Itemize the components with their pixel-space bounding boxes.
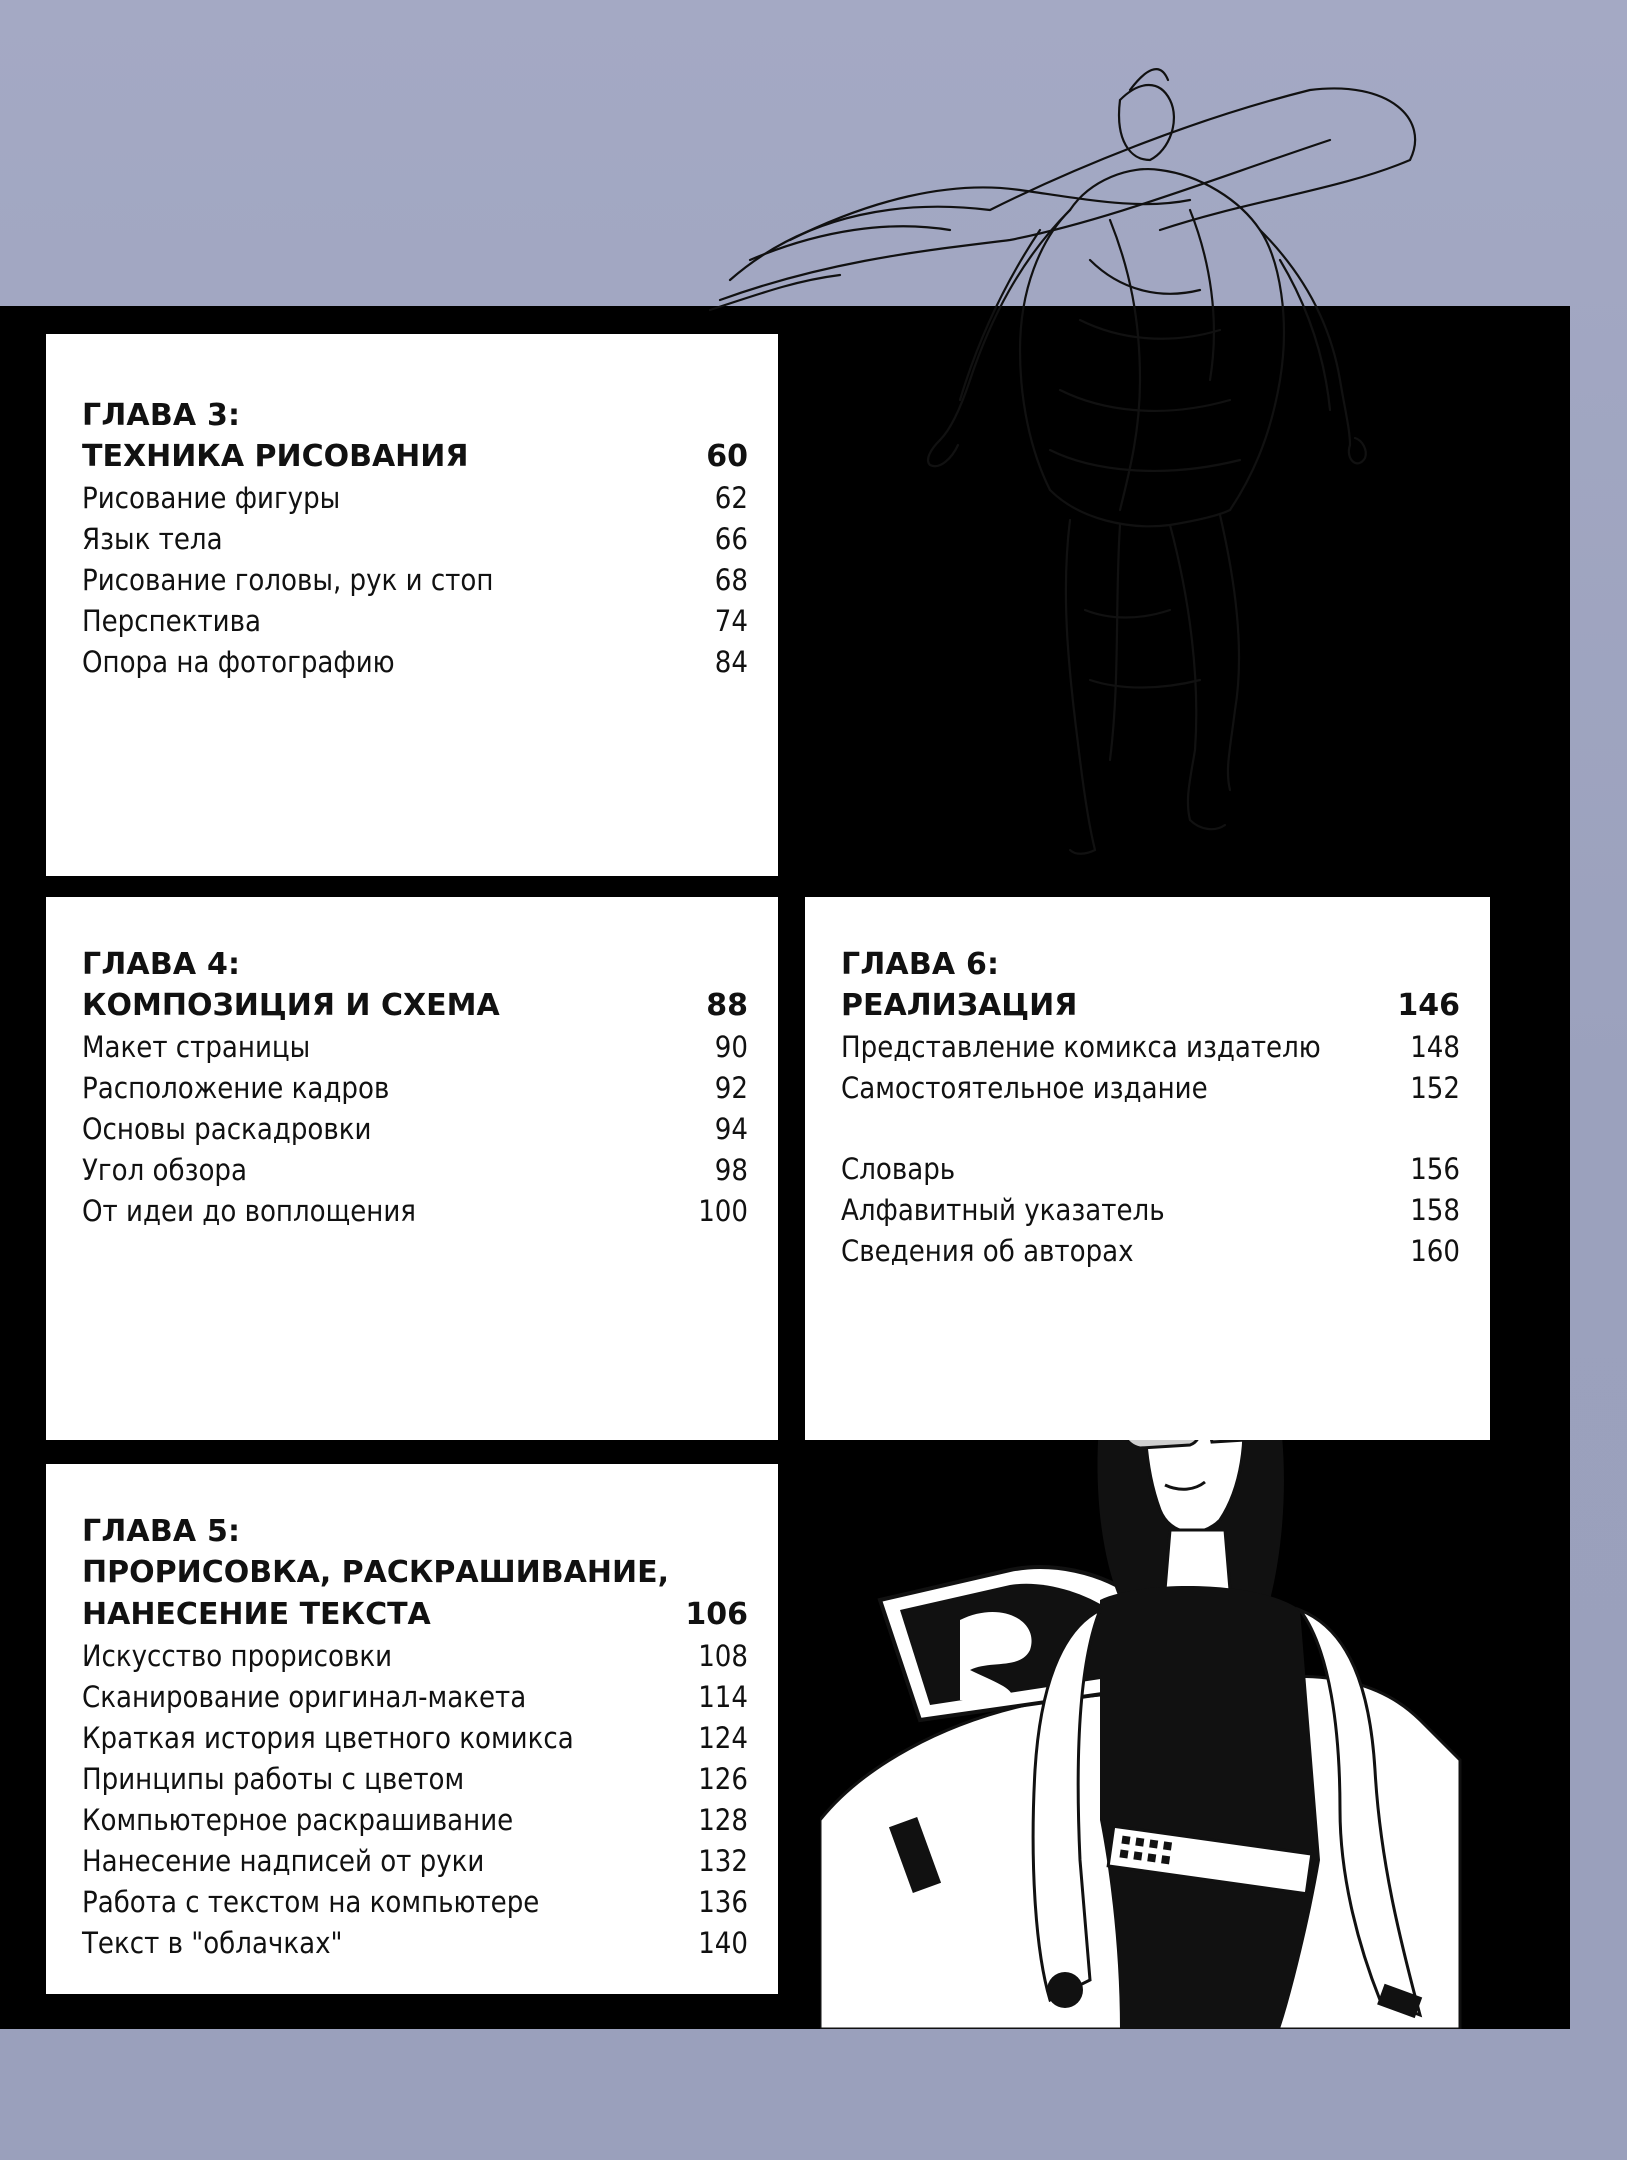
toc-entry[interactable] bbox=[82, 1109, 748, 1150]
toc-entry-title: Язык тела bbox=[82, 522, 223, 556]
chapter-title: РЕАЛИЗАЦИЯ bbox=[841, 988, 1078, 1023]
toc-entry-title: От идеи до воплощения bbox=[82, 1194, 416, 1228]
chapter-page-number: 106 bbox=[685, 1597, 748, 1632]
chapter-3-box bbox=[46, 334, 778, 876]
toc-entry[interactable] bbox=[841, 1027, 1460, 1068]
toc-entry-page: 66 bbox=[714, 522, 748, 556]
toc-entry[interactable] bbox=[841, 1190, 1460, 1231]
toc-entry[interactable] bbox=[82, 560, 748, 601]
toc-entry-page: 114 bbox=[698, 1680, 748, 1714]
toc-entry[interactable] bbox=[841, 1231, 1460, 1272]
spacer bbox=[841, 1109, 1460, 1149]
chapter-6-box bbox=[805, 897, 1490, 1440]
toc-entry-page: 158 bbox=[1410, 1193, 1460, 1227]
toc-entry-title: Перспектива bbox=[82, 604, 261, 638]
toc-entry-page: 136 bbox=[698, 1885, 748, 1919]
chapter-title-row[interactable] bbox=[82, 1594, 748, 1636]
toc-entry-page: 124 bbox=[698, 1721, 748, 1755]
toc-entry[interactable] bbox=[82, 1718, 748, 1759]
toc-entry-title: Сведения об авторах bbox=[841, 1234, 1134, 1268]
toc-entry[interactable] bbox=[82, 601, 748, 642]
toc-entry[interactable] bbox=[82, 1068, 748, 1109]
toc-entry[interactable] bbox=[82, 1882, 748, 1923]
toc-entry[interactable] bbox=[82, 1636, 748, 1677]
toc-entry[interactable] bbox=[841, 1068, 1460, 1109]
chapter-5-box bbox=[46, 1464, 778, 1994]
chapter-title: ТЕХНИКА РИСОВАНИЯ bbox=[82, 439, 469, 474]
toc-entry[interactable] bbox=[82, 1150, 748, 1191]
toc-entry-page: 140 bbox=[698, 1926, 748, 1960]
toc-entry-title: Словарь bbox=[841, 1152, 956, 1186]
toc-entry-title: Искусство прорисовки bbox=[82, 1639, 393, 1673]
toc-entry-title: Принципы работы с цветом bbox=[82, 1762, 465, 1796]
toc-entry-title: Расположение кадров bbox=[82, 1071, 390, 1105]
toc-entry[interactable] bbox=[82, 1027, 748, 1068]
chapter-label: ГЛАВА 5: bbox=[82, 1514, 241, 1549]
toc-entry-title: Текст в "облачках" bbox=[82, 1926, 343, 1960]
superhero-sketch-icon bbox=[690, 60, 1450, 860]
toc-entry-title: Опора на фотографию bbox=[82, 645, 395, 679]
toc-entry-title: Угол обзора bbox=[82, 1153, 247, 1187]
toc-entry-page: 132 bbox=[698, 1844, 748, 1878]
toc-entry-page: 90 bbox=[714, 1030, 748, 1064]
chapter-label: ГЛАВА 3: bbox=[82, 398, 241, 433]
toc-entry[interactable] bbox=[82, 478, 748, 519]
toc-entry-page: 108 bbox=[698, 1639, 748, 1673]
chapter-page-number: 88 bbox=[706, 988, 748, 1023]
chapter-page-number: 146 bbox=[1397, 988, 1460, 1023]
toc-entry-title: Основы раскадровки bbox=[82, 1112, 372, 1146]
chapter-title-row[interactable] bbox=[82, 1552, 748, 1594]
toc-entry[interactable] bbox=[82, 1841, 748, 1882]
chapter-title-row[interactable] bbox=[82, 436, 748, 478]
chapter-4-box bbox=[46, 897, 778, 1440]
toc-entry-title: Рисование фигуры bbox=[82, 481, 341, 515]
toc-entry-page: 148 bbox=[1410, 1030, 1460, 1064]
chapter-title-row[interactable] bbox=[82, 985, 748, 1027]
toc-entry[interactable] bbox=[841, 1149, 1460, 1190]
toc-entry-page: 84 bbox=[714, 645, 748, 679]
toc-entry-title: Компьютерное раскрашивание bbox=[82, 1803, 514, 1837]
toc-entry-page: 100 bbox=[698, 1194, 748, 1228]
chapter-title: КОМПОЗИЦИЯ И СХЕМА bbox=[82, 988, 500, 1023]
chapter-title-row[interactable] bbox=[841, 985, 1460, 1027]
toc-entry[interactable] bbox=[82, 642, 748, 683]
toc-entry-page: 156 bbox=[1410, 1152, 1460, 1186]
toc-entry-title: Рисование головы, рук и стоп bbox=[82, 563, 494, 597]
toc-entry-title: Нанесение надписей от руки bbox=[82, 1844, 485, 1878]
toc-entry-page: 74 bbox=[714, 604, 748, 638]
toc-entry-title: Алфавитный указатель bbox=[841, 1193, 1165, 1227]
toc-entry[interactable] bbox=[82, 1677, 748, 1718]
toc-entry-title: Сканирование оригинал-макета bbox=[82, 1680, 527, 1714]
toc-entry[interactable] bbox=[82, 1800, 748, 1841]
toc-entry[interactable] bbox=[82, 519, 748, 560]
toc-entry-page: 98 bbox=[714, 1153, 748, 1187]
toc-entry-page: 152 bbox=[1410, 1071, 1460, 1105]
toc-entry[interactable] bbox=[82, 1191, 748, 1232]
toc-entry-page: 62 bbox=[714, 481, 748, 515]
chapter-label: ГЛАВА 4: bbox=[82, 947, 241, 982]
chapter-title-line1: ПРОРИСОВКА, РАСКРАШИВАНИЕ, bbox=[82, 1555, 669, 1590]
toc-entry-page: 160 bbox=[1410, 1234, 1460, 1268]
chapter-label: ГЛАВА 6: bbox=[841, 947, 1000, 982]
toc-entry-page: 68 bbox=[714, 563, 748, 597]
toc-entry[interactable] bbox=[82, 1759, 748, 1800]
chapter-page-number: 60 bbox=[706, 439, 748, 474]
toc-entry-page: 94 bbox=[714, 1112, 748, 1146]
toc-entry-page: 128 bbox=[698, 1803, 748, 1837]
toc-entry-title: Работа с текстом на компьютере bbox=[82, 1885, 540, 1919]
toc-entry-title: Самостоятельное издание bbox=[841, 1071, 1208, 1105]
toc-entry-page: 126 bbox=[698, 1762, 748, 1796]
chapter-title-line2: НАНЕСЕНИЕ ТЕКСТА bbox=[82, 1597, 431, 1632]
toc-entry-title: Представление комикса издателю bbox=[841, 1030, 1321, 1064]
toc-entry-title: Краткая история цветного комикса bbox=[82, 1721, 574, 1755]
toc-entry-title: Макет страницы bbox=[82, 1030, 311, 1064]
toc-entry[interactable] bbox=[82, 1923, 748, 1964]
toc-entry-page: 92 bbox=[714, 1071, 748, 1105]
